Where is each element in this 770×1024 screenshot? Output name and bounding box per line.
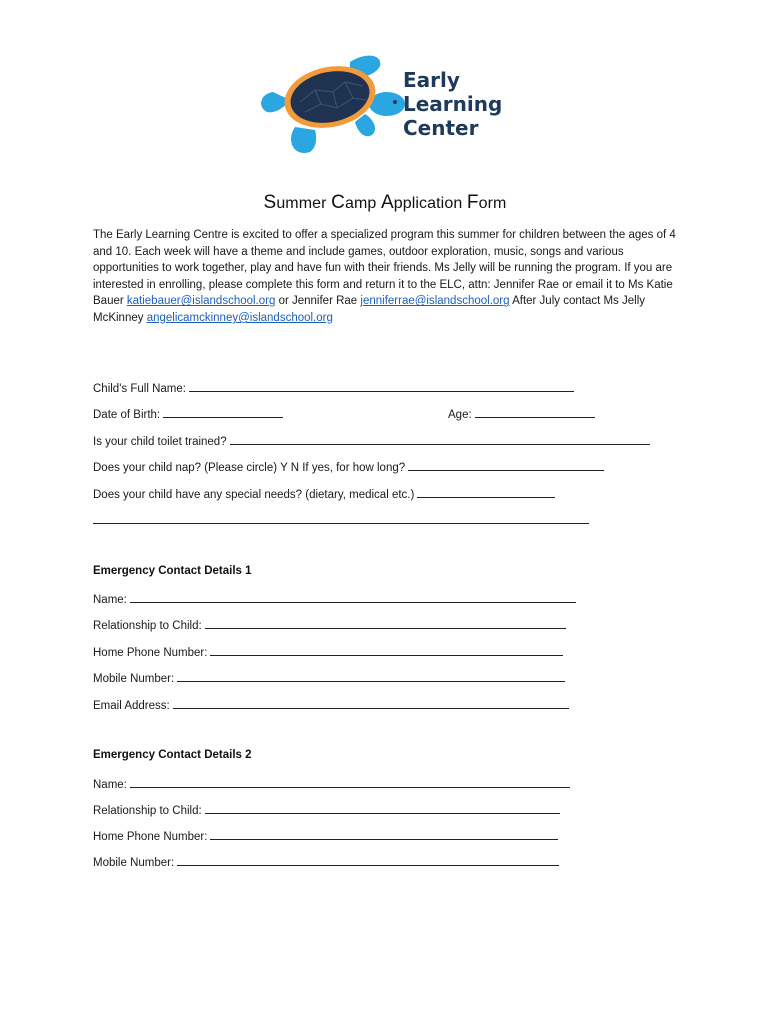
ec1-name-field[interactable]	[130, 591, 576, 603]
ec2-name-field[interactable]	[130, 776, 570, 788]
page-title: Summer Camp Application Form	[263, 192, 507, 213]
child-name-field[interactable]	[189, 380, 574, 392]
nap-row: Does your child nap? (Please circle) Y N If yes, for how long?	[93, 459, 604, 474]
ec1-home-phone-row: Home Phone Number:	[93, 644, 563, 659]
ec1-name-row: Name:	[93, 591, 576, 606]
email-link-katie[interactable]: katiebauer@islandschool.org	[126, 295, 276, 308]
nap-field[interactable]	[408, 459, 604, 471]
logo-wordmark	[403, 68, 502, 140]
ec2-relationship-row: Relationship to Child:	[93, 802, 560, 817]
ec2-relationship-field[interactable]	[205, 802, 560, 814]
email-link-jennifer[interactable]: jenniferrae@islandschool.org	[360, 295, 510, 308]
special-needs-continued-row	[93, 512, 589, 527]
age-field[interactable]	[475, 406, 595, 418]
logo-line-3: Center	[403, 116, 479, 140]
ec1-home-phone-field[interactable]	[210, 644, 563, 656]
ec1-email-row: Email Address:	[93, 697, 569, 712]
emergency-contact-2-heading: Emergency Contact Details 2	[93, 749, 252, 761]
toilet-row: Is your child toilet trained?	[93, 433, 650, 448]
ec2-mobile-field[interactable]	[177, 854, 559, 866]
ec1-relationship-row: Relationship to Child:	[93, 617, 566, 632]
special-needs-field-2[interactable]	[93, 512, 589, 524]
child-name-row: Child's Full Name:	[93, 380, 574, 395]
age-row: Age:	[448, 406, 595, 421]
ec1-email-field[interactable]	[173, 697, 569, 709]
ec2-home-phone-row: Home Phone Number:	[93, 828, 558, 843]
turtle-icon	[255, 52, 405, 162]
special-needs-row: Does your child have any special needs? (dietary, medical etc.)	[93, 486, 555, 501]
special-needs-field[interactable]	[417, 486, 555, 498]
dob-row: Date of Birth:	[93, 406, 283, 421]
ec2-name-row: Name:	[93, 776, 570, 791]
dob-field[interactable]	[163, 406, 283, 418]
toilet-field[interactable]	[230, 433, 650, 445]
ec1-relationship-field[interactable]	[205, 617, 566, 629]
emergency-contact-1-heading: Emergency Contact Details 1	[93, 565, 252, 577]
early-learning-center-logo	[255, 52, 515, 162]
email-link-angelica[interactable]: angelicamckinney@islandschool.org	[146, 311, 333, 324]
ec1-mobile-row: Mobile Number:	[93, 670, 565, 685]
intro-paragraph: The Early Learning Centre is excited to offer a specialized program this summer for children between the ages of 4 and 10. Each week will have a theme and include games, outdoor exploration, music, songs and various opportunities to work together, play and have fun with their friends. Ms Jelly will be running the program. If you are interested in enrolling, please complete this form and return it to the ELC, attn: Jennifer Rae or email it to Ms Katie Bauer katiebauer@islandschool.org or Jennifer Rae jenniferrae@islandschool.org After July contact Ms Jelly McKinney angelicamckinney@islandschool.org	[93, 229, 676, 324]
logo-line-2: Learning	[403, 92, 503, 116]
logo-line-1: Early	[403, 68, 460, 92]
ec1-mobile-field[interactable]	[177, 670, 565, 682]
ec2-home-phone-field[interactable]	[210, 828, 558, 840]
ec2-mobile-row: Mobile Number:	[93, 854, 559, 869]
